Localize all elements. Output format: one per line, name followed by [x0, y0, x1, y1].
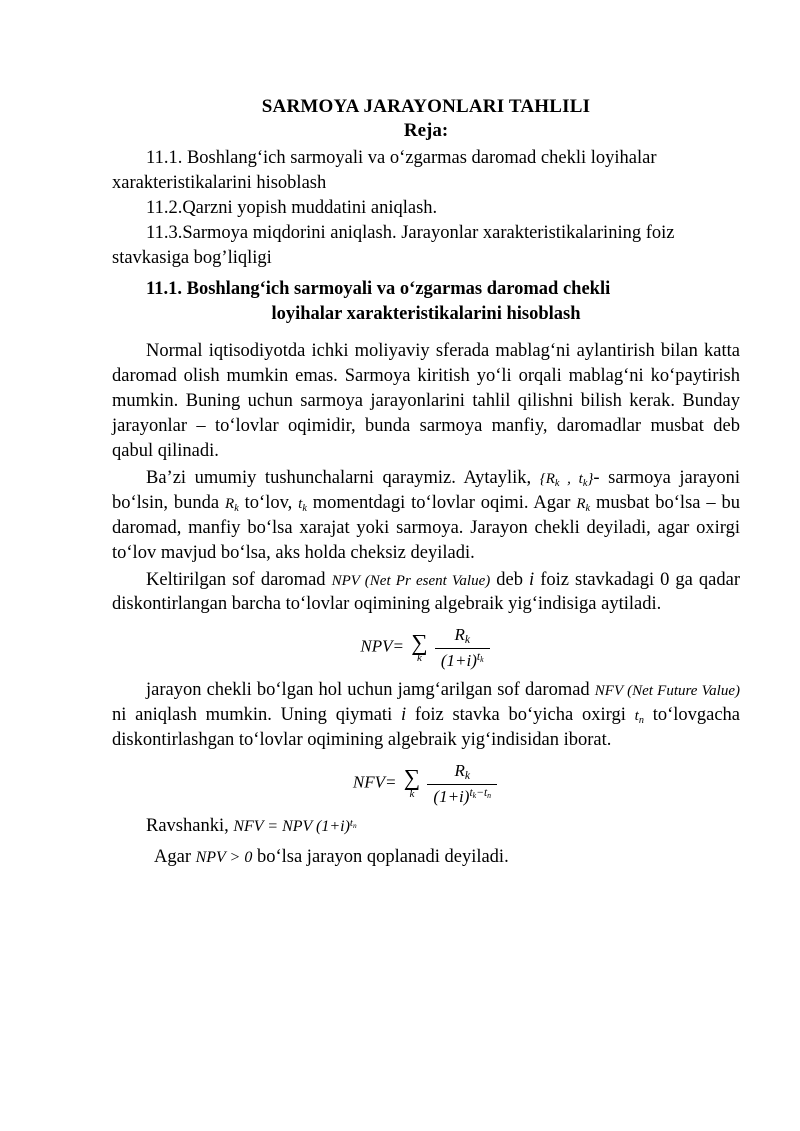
p2-text-d: momentdagi to‘lovlar oqimi. Agar: [312, 492, 571, 513]
p2-text-a: Ba’zi umumiy tushunchalarni qaraymiz. Aytaylik,: [146, 467, 532, 488]
formula-npv-lhs: NPV: [360, 636, 393, 656]
paragraph-nfv-definition: [112, 678, 740, 753]
formula-npv-numerator: $R_k$: [454, 625, 471, 647]
p4-text-a: jarayon chekli bo‘lgan hol uchun jamg‘arilgan sof daromad: [146, 680, 590, 701]
math-i-1: i: [529, 569, 535, 590]
p4-text-c: foiz stavka bo‘yicha oxirgi: [414, 705, 626, 726]
paragraph-npv-definition: [112, 568, 740, 618]
formula-nfv-sum: ∑ k: [403, 765, 421, 801]
toc-item-2: 11.2.Qarzni yopish muddatini aniqlash.: [146, 197, 438, 218]
math-rk-2: $R_k$: [576, 495, 591, 514]
p3-text-b: deb: [496, 569, 524, 590]
paragraph-intro: Normal iqtisodiyotda ichki moliyaviy sferada mablag‘ni aylantirish bilan katta daromad olish mumkin emas. Sarmoya kiritish yo‘li orqali mablag‘ni ko‘paytirish mumkin. Buning uchun sarmoya jarayonlarini tahlil qilishni bilish kerak. Bunday jarayonlar – to‘lovlar oqimidir, bunda sarmoya manfiy, daromadlar musbat deb qabul qilinadi.: [112, 340, 740, 461]
formula-nfv-lhs: NFV: [352, 772, 386, 792]
plan-subtitle: Reja:: [403, 120, 449, 141]
p4-text-d: to‘lovgacha diskontirlashgan to‘lovlar oqimining algebraik yig‘indisidan iborat.: [112, 705, 741, 751]
p4-text-b: ni aniqlash mumkin. Uning qiymati: [112, 705, 393, 726]
toc-item-1: 11.1. Boshlang‘ich sarmoyali va o‘zgarmas daromad chekli loyihalar xarakteristikalarini hisoblash: [112, 148, 657, 193]
formula-npv-equals: =: [392, 636, 404, 656]
math-rk-1: $R_k$: [225, 495, 239, 514]
p2-text-e: musbat bo‘lsa – bu daromad, manfiy bo‘lsa xarajat yoki sarmoya. Jarayon chekli deyiladi, agar oxirgi to‘lov mavjud bo‘lsa, aks holda cheksiz deyiladi.: [112, 492, 741, 563]
formula-nfv: [112, 761, 740, 806]
math-npv-gt-zero: NPV > 0: [195, 849, 253, 867]
p2-text-c: to‘lov,: [244, 492, 293, 513]
formula-nfv-equals: =: [385, 772, 397, 792]
formula-nfv-fraction: [427, 761, 497, 806]
section-heading: [112, 277, 740, 327]
section-heading-line-2: loyihalar xarakteristikalarini hisoblash: [271, 303, 581, 324]
p6-text-a: Agar: [154, 847, 191, 868]
math-nfv-label: NFV (Net Future Value): [594, 683, 740, 700]
page-title: SARMOYA JARAYONLARI TAHLILI: [261, 96, 591, 117]
math-tk-1: $t_k$: [298, 495, 307, 514]
formula-npv-sum: ∑ k: [411, 629, 428, 665]
p2-text-b: - sarmoya jarayoni bo‘lsin, bunda: [112, 467, 741, 513]
formula-nfv-numerator: $R_k$: [454, 761, 471, 783]
p6-text-b: bo‘lsa jarayon qoplanadi deyiladi.: [256, 847, 509, 868]
toc-item-3: 11.3.Sarmoya miqdorini aniqlash. Jarayonlar xarakteristikalarining foiz stavkasiga bog’liqligi: [112, 222, 675, 268]
math-i-2: i: [401, 705, 407, 726]
p5-text-a: Ravshanki,: [146, 816, 229, 837]
paragraph-definitions: [112, 466, 740, 566]
formula-nfv-denominator: $(1+i)^{t_k-t_n}$: [427, 784, 497, 807]
p3-text-c: foiz stavkadagi 0 ga qadar diskontirlangan barcha to‘lovlar oqimining algebraik yig‘indisiga aytiladi.: [112, 569, 741, 615]
paragraph-agar-npv: [112, 845, 740, 870]
math-nfv-equals-npv: NFV = NPV $(1+i)^{t_n}$: [233, 816, 357, 836]
math-npv-label: NPV (Net Pr esent Value): [331, 572, 491, 589]
section-heading-line-1: 11.1. Boshlang‘ich sarmoyali va o‘zgarmas daromad chekli: [146, 278, 611, 299]
formula-npv-denominator: $(1+i)^{t_k}$: [435, 648, 490, 671]
formula-npv: [112, 625, 740, 670]
math-set-rk-tk: {$R_k$ , $t_k$}: [539, 470, 594, 489]
p3-text-a: Keltirilgan sof daromad: [146, 569, 326, 590]
paragraph-ravshanki: [112, 814, 740, 839]
math-tn-1: $t_n$: [634, 708, 644, 727]
formula-npv-fraction: [435, 625, 490, 670]
